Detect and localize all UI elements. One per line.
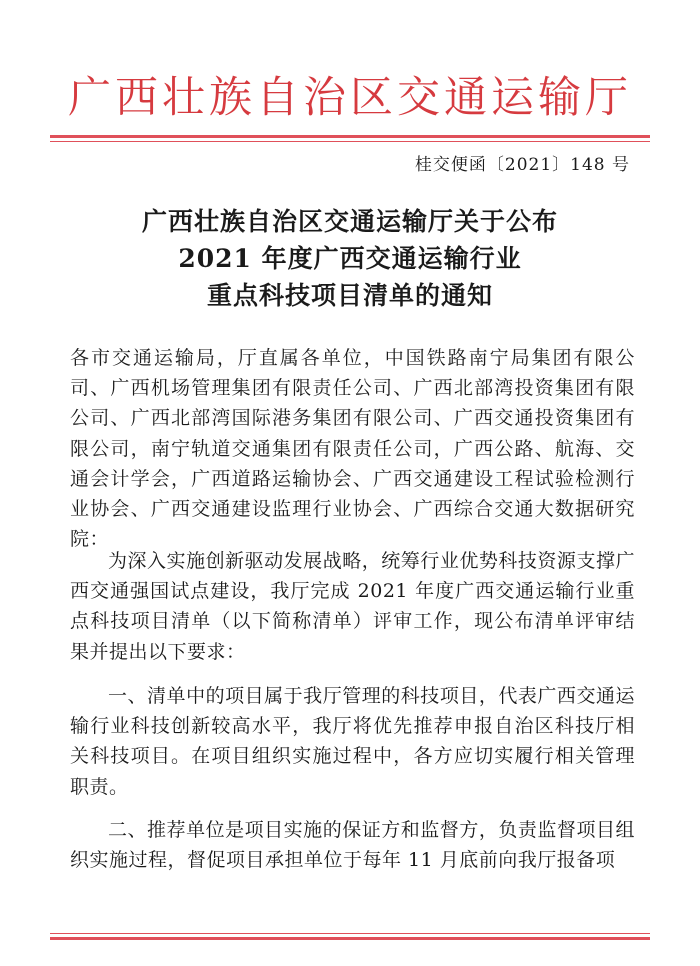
header-rule-thick xyxy=(50,135,650,138)
salutation-recipients: 各市交通运输局，厅直属各单位，中国铁路南宁局集团有限公司、广西机场管理集团有限责任公司、广西北部湾投资集团有限公司、广西北部湾国际港务集团有限公司、广西交通投资集团有限公司，南宁轨道交通集团有限责任公司，广西公路、航海、交通会计学会，广西道路运输协会、广西交通建设工程试验检测行业协会、广西交通建设监理行业协会、广西综合交通大数据研究院： xyxy=(70,347,635,551)
body-paragraph-requirement-2: 二、推荐单位是项目实施的保证方和监督方，负责监督项目组织实施过程，督促项目承担单位于每年 11 月底前向我厅报备项 xyxy=(70,819,635,872)
header-rule-thin xyxy=(50,141,650,142)
title-line-1: 广西壮族自治区交通运输厅关于公布 xyxy=(141,207,558,236)
org-header: 广西壮族自治区交通运输厅 xyxy=(68,73,632,123)
body-paragraph-intro: 为深入实施创新驱动发展战略，统筹行业优势科技资源支撑广西交通强国试点建设，我厅完成 2021 年度广西交通运输行业重点科技项目清单（以下简称清单）评审工作，现公布清单评审结果并提出以下要求： xyxy=(70,550,635,663)
footer-rule-thick xyxy=(50,937,650,940)
footer-rule-thin xyxy=(50,933,650,934)
body-paragraph-requirement-1: 一、清单中的项目属于我厅管理的科技项目，代表广西交通运输行业科技创新较高水平，我厅将优先推荐申报自治区科技厅相关科技项目。在项目组织实施过程中，各方应切实履行相关管理职责。 xyxy=(70,685,635,798)
document-number: 桂交便函〔2021〕148 号 xyxy=(414,155,630,175)
document-title xyxy=(0,203,700,314)
title-line-2: 2021 年度广西交通运输行业 xyxy=(178,244,522,273)
title-line-3: 重点科技项目清单的通知 xyxy=(206,281,493,310)
